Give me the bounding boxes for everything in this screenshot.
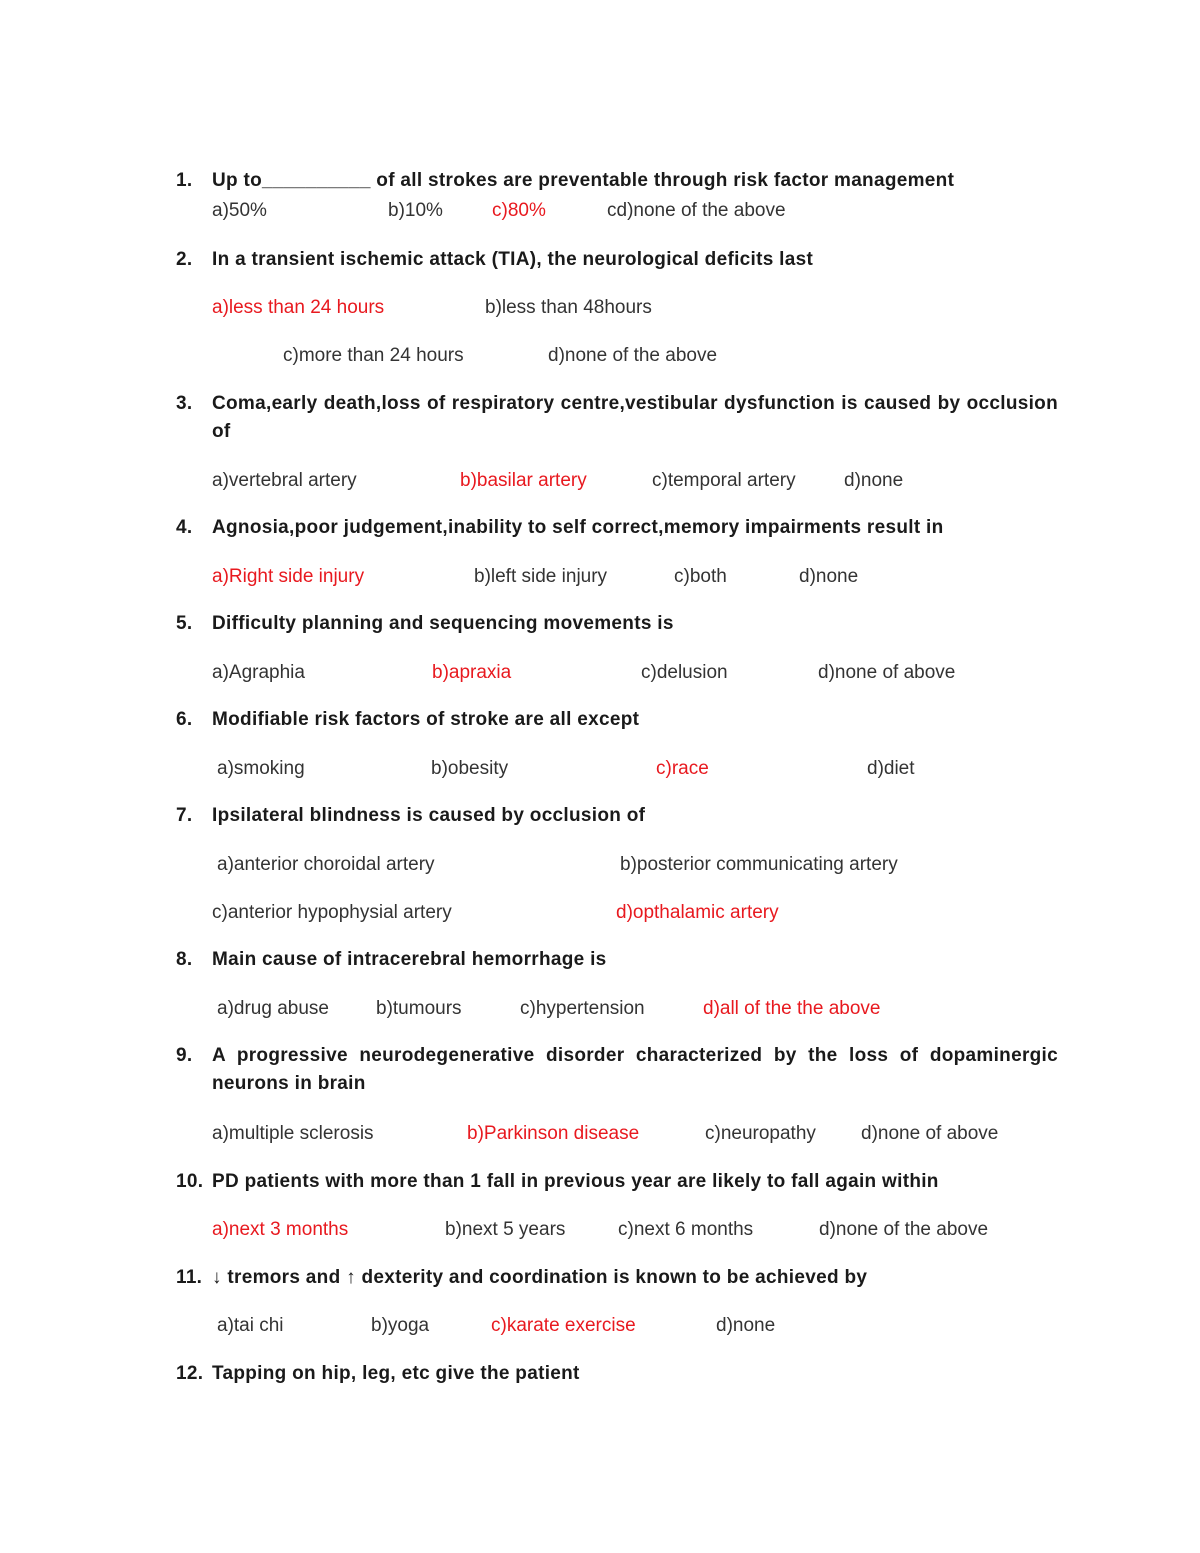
q7-option-a: a)anterior choroidal artery (217, 854, 435, 875)
question-8 (176, 946, 1058, 974)
question-10 (176, 1168, 1058, 1196)
question-number: 12. (176, 1363, 204, 1384)
q4-option-b: b)left side injury (474, 566, 608, 587)
q11-option-b: b)yoga (371, 1315, 430, 1336)
q10-option-c: c)next 6 months (618, 1219, 754, 1240)
q10-option-b: b)next 5 years (445, 1219, 566, 1240)
q11-option-a: a)tai chi (217, 1315, 284, 1336)
q9-option-d: d)none of above (861, 1123, 999, 1144)
q3-option-d: d)none (844, 470, 904, 491)
question-text: Agnosia,poor judgement,inability to self correct,memory impairments result in (212, 517, 944, 538)
q6-option-b: b)obesity (431, 758, 509, 779)
question-2 (176, 246, 1058, 274)
q2-option-b: b)less than 48hours (485, 297, 652, 318)
q1-option-b: b)10% (388, 200, 443, 221)
q8-option-a: a)drug abuse (217, 998, 329, 1019)
question-number: 10. (176, 1171, 204, 1192)
question-text: Coma,early death,loss of respiratory centre,vestibular dysfunction is caused by occlusion of (212, 393, 1058, 442)
q5-option-d: d)none of above (818, 662, 956, 683)
question-number: 3. (176, 393, 193, 414)
question-11 (176, 1264, 1058, 1292)
question-1 (176, 167, 1058, 195)
q5-option-a: a)Agraphia (212, 662, 305, 683)
q10-option-d: d)none of the above (819, 1219, 989, 1240)
q11-option-c: c)karate exercise (491, 1315, 636, 1336)
question-text: Up to__________ of all strokes are preventable through risk factor management (212, 170, 955, 191)
question-text: Main cause of intracerebral hemorrhage is (212, 949, 607, 970)
q11-option-d: d)none (716, 1315, 776, 1336)
q2-option-d: d)none of the above (548, 345, 718, 366)
q7-option-d: d)opthalamic artery (616, 902, 779, 923)
question-text: PD patients with more than 1 fall in previous year are likely to fall again within (212, 1171, 939, 1192)
question-text: Tapping on hip, leg, etc give the patient (212, 1363, 580, 1384)
question-12 (176, 1360, 1058, 1388)
q9-option-a: a)multiple sclerosis (212, 1123, 374, 1144)
question-number: 1. (176, 170, 193, 191)
question-4 (176, 514, 1058, 542)
question-number: 2. (176, 249, 193, 270)
q3-option-b: b)basilar artery (460, 470, 587, 491)
question-text: Modifiable risk factors of stroke are all except (212, 709, 640, 730)
question-number: 8. (176, 949, 193, 970)
q3-option-c: c)temporal artery (652, 470, 796, 491)
q9-option-b: b)Parkinson disease (467, 1123, 640, 1144)
question-text: Difficulty planning and sequencing movements is (212, 613, 674, 634)
q6-option-a: a)smoking (217, 758, 305, 779)
question-5 (176, 610, 1058, 638)
q10-option-a: a)next 3 months (212, 1219, 349, 1240)
question-text: ↓ tremors and ↑ dexterity and coordination is known to be achieved by (212, 1267, 868, 1288)
q4-option-d: d)none (799, 566, 859, 587)
q7-option-b: b)posterior communicating artery (620, 854, 898, 875)
question-number: 6. (176, 709, 193, 730)
question-number: 7. (176, 805, 193, 826)
q8-option-b: b)tumours (376, 998, 462, 1019)
q6-option-d: d)diet (867, 758, 915, 779)
question-text: In a transient ischemic attack (TIA), the neurological deficits last (212, 249, 814, 270)
question-number: 5. (176, 613, 193, 634)
q5-option-c: c)delusion (641, 662, 728, 683)
q4-option-a: a)Right side injury (212, 566, 365, 587)
q1-option-c: c)80% (492, 200, 546, 221)
q5-option-b: b)apraxia (432, 662, 512, 683)
question-number: 9. (176, 1045, 193, 1066)
q8-option-c: c)hypertension (520, 998, 645, 1019)
q6-option-c: c)race (656, 758, 709, 779)
q1-option-a: a)50% (212, 200, 267, 221)
q4-option-c: c)both (674, 566, 727, 587)
q8-option-d: d)all of the the above (703, 998, 881, 1019)
q3-option-a: a)vertebral artery (212, 470, 357, 491)
q9-option-c: c)neuropathy (705, 1123, 816, 1144)
question-text: A progressive neurodegenerative disorder characterized by the loss of dopaminergic neurons in brain (212, 1045, 1058, 1094)
question-6 (176, 706, 1058, 734)
question-9 (176, 1042, 1058, 1098)
q2-option-c: c)more than 24 hours (283, 345, 464, 366)
question-number: 4. (176, 517, 193, 538)
q1-option-d: cd)none of the above (607, 200, 786, 221)
q2-option-a: a)less than 24 hours (212, 297, 385, 318)
question-7 (176, 802, 1058, 830)
question-number: 11. (176, 1267, 203, 1288)
question-text: Ipsilateral blindness is caused by occlusion of (212, 805, 646, 826)
q7-option-c: c)anterior hypophysial artery (212, 902, 452, 923)
question-3 (176, 390, 1058, 446)
